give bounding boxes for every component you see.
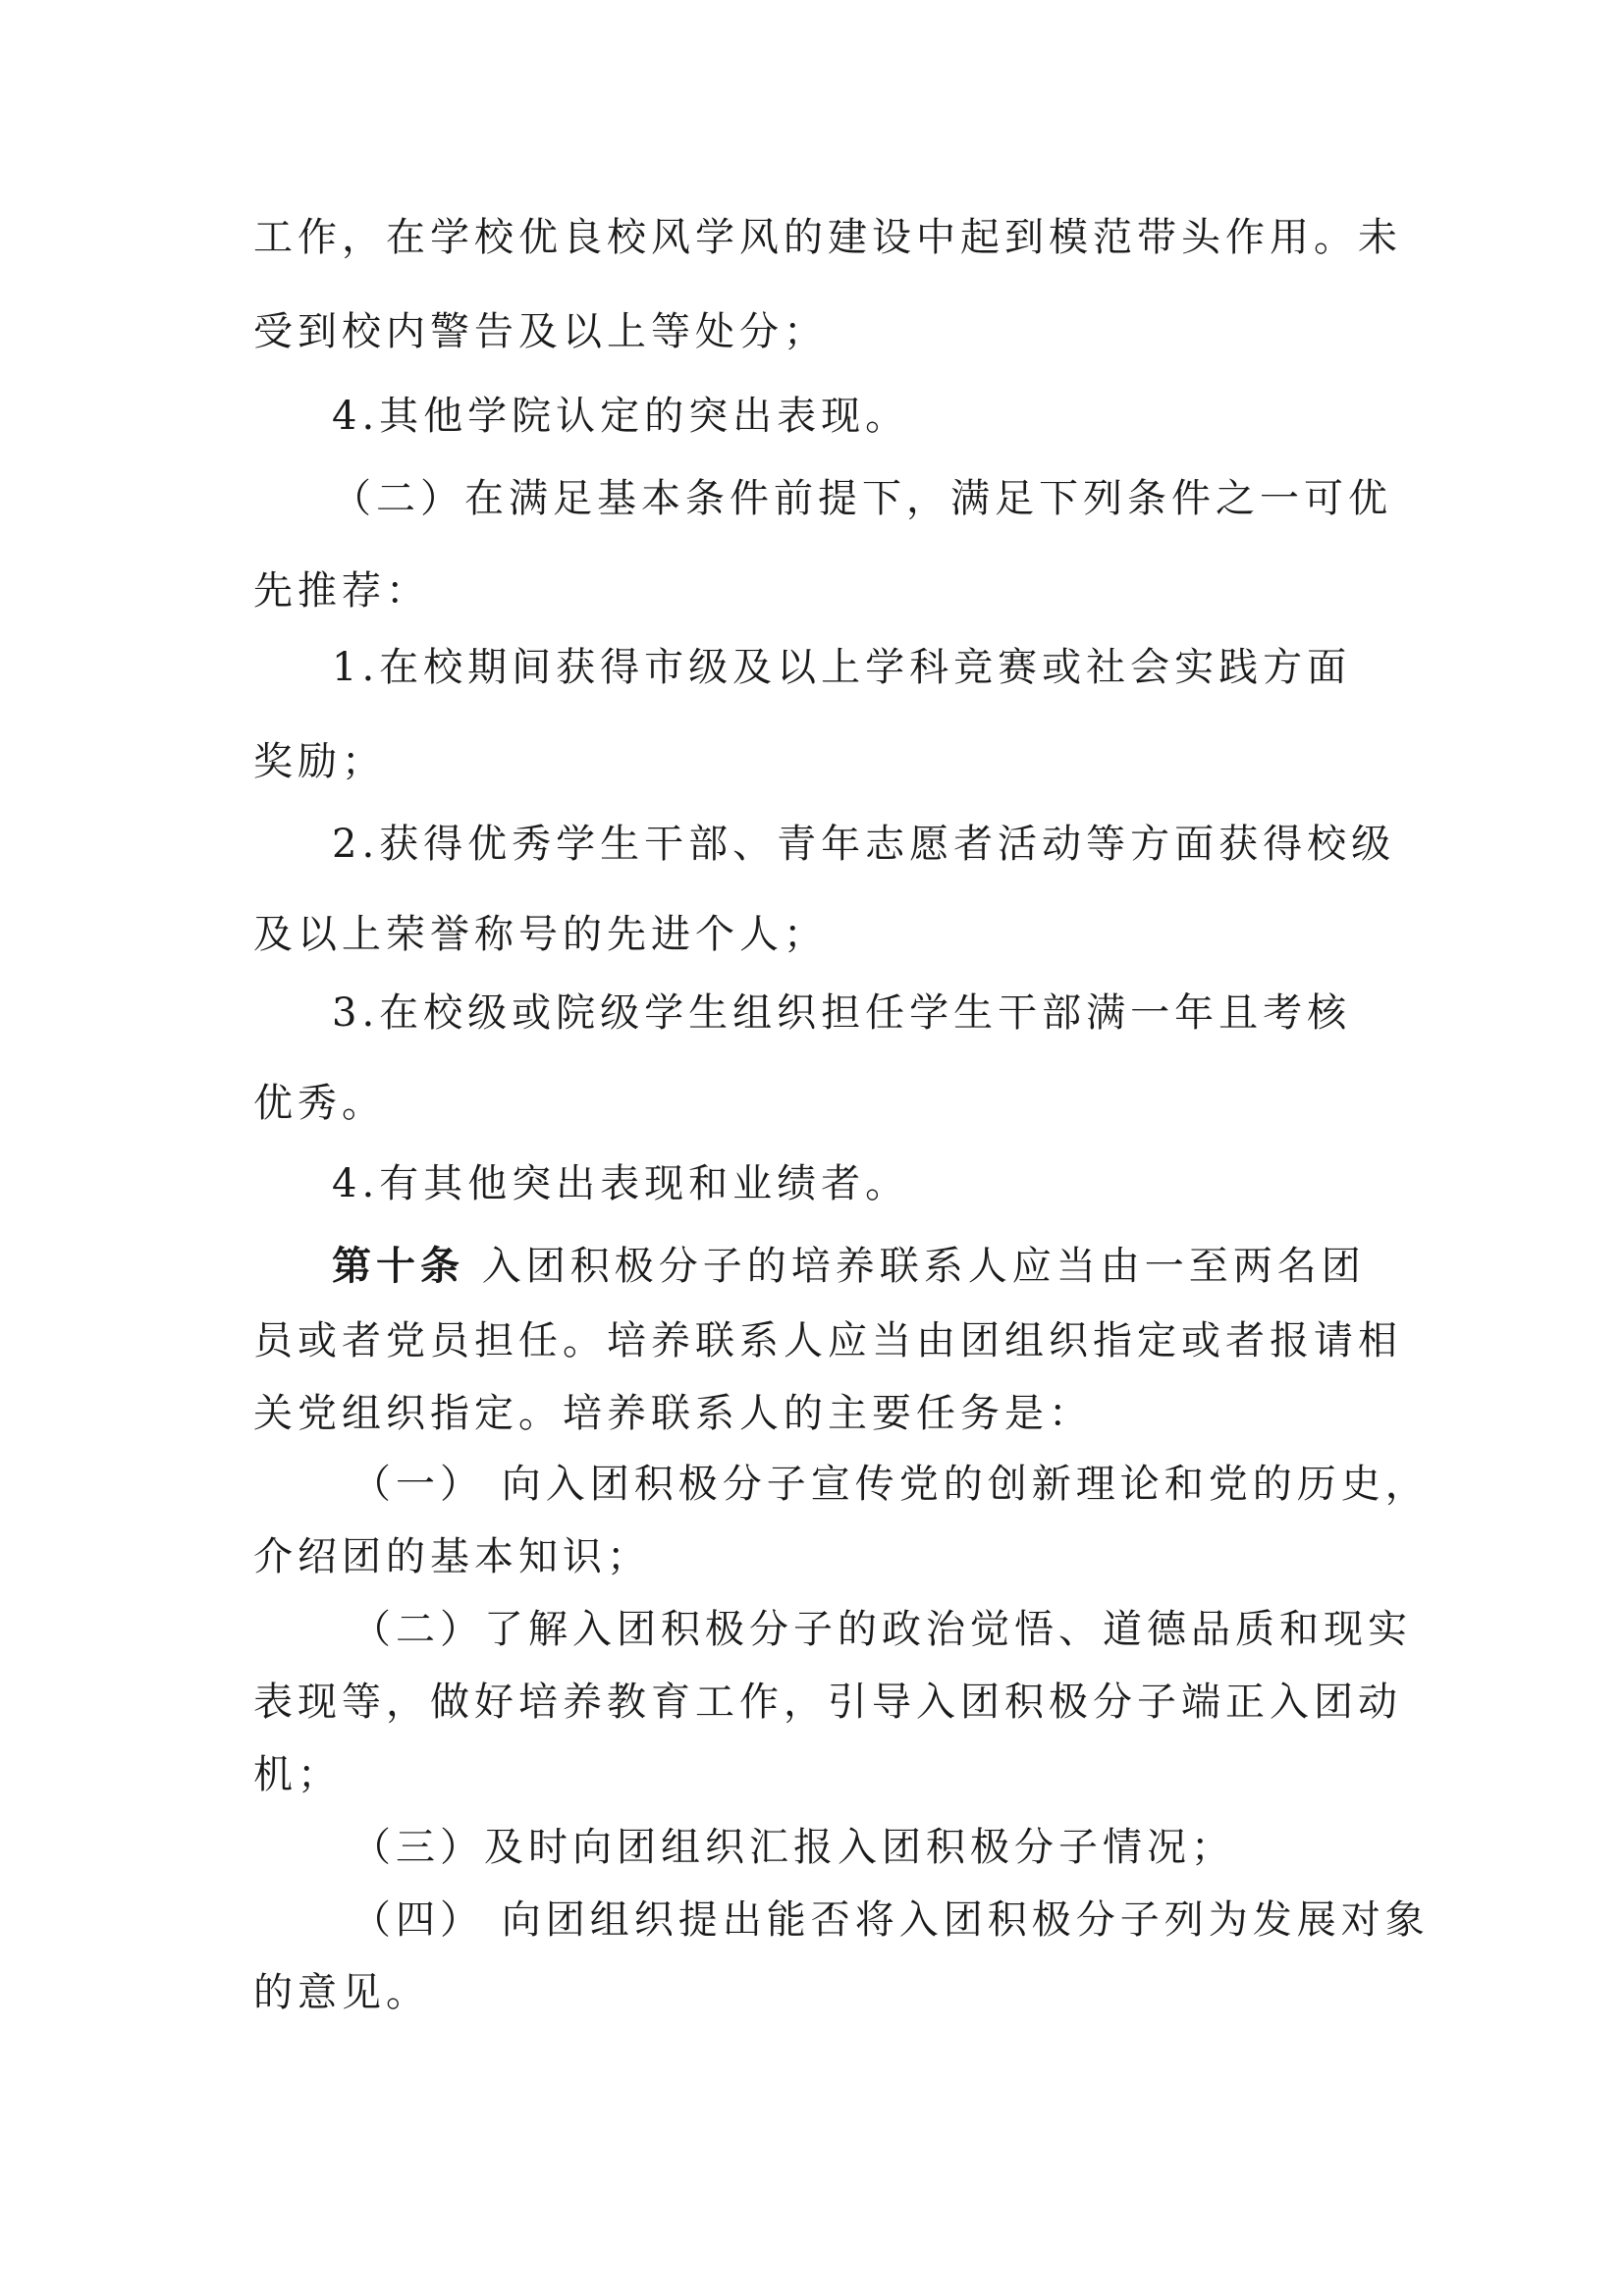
section-heading: （二）在满足基本条件前提下，满足下列条件之一可优 [332,476,1392,521]
text-line: 工作，在学校优良校风学风的建设中起到模范带头作用。未 [253,215,1402,260]
text-line: 员或者党员担任。培养联系人应当由团组织指定或者报请相 [253,1318,1402,1363]
article-heading: 第十条 [332,1243,464,1289]
list-item: 3.在校级或院级学生组织担任学生干部满一年且考核 [332,990,1352,1036]
text-line: 机； [253,1752,342,1797]
text-line: 关党组织指定。培养联系人的主要任务是： [253,1391,1093,1436]
list-item: 2.获得优秀学生干部、青年志愿者活动等方面获得校级 [332,822,1396,867]
text-line: 奖励； [253,739,386,784]
list-item: 1.在校期间获得市级及以上学科竞赛或社会实践方面 [332,645,1352,690]
list-item: 4.有其他突出表现和业绩者。 [332,1161,910,1206]
list-item: （二）了解入团积极分子的政治觉悟、道德品质和现实 [352,1607,1412,1652]
text-line: 及以上荣誉称号的先进个人； [253,912,828,957]
text-line: 先推荐： [253,568,430,614]
list-item: （一） 向入团积极分子宣传党的创新理论和党的历史， [352,1462,1430,1507]
text-line: 表现等，做好培养教育工作，引导入团积极分子端正入团动 [253,1680,1402,1725]
article-text: 入团积极分子的培养联系人应当由一至两名团 [481,1244,1366,1289]
text-line: 受到校内警告及以上等处分； [253,309,828,354]
list-item: （四） 向团组织提出能否将入团积极分子列为发展对象 [352,1897,1430,1943]
text-line: 的意见。 [253,1970,430,2015]
list-item: 4.其他学院认定的突出表现。 [332,394,910,439]
text-line: 优秀。 [253,1081,386,1126]
list-item: （三）及时向团组织汇报入团积极分子情况； [352,1825,1235,1870]
article-paragraph-start [332,1243,1366,1290]
text-line: 介绍团的基本知识； [253,1534,651,1579]
